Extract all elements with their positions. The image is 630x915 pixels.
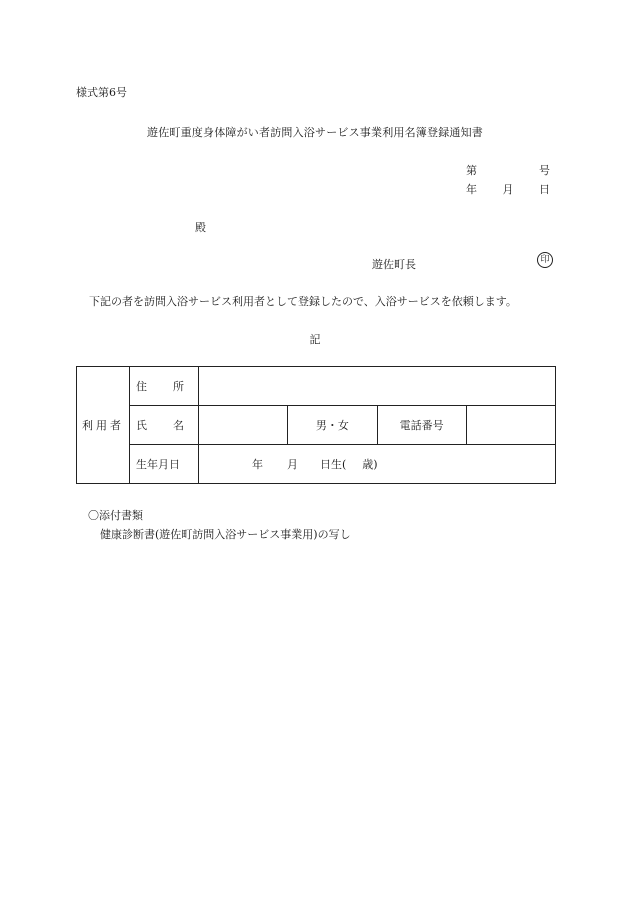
gender-field: 男・女 (288, 406, 377, 445)
user-label: 利用者 (77, 367, 130, 484)
address-label-1: 住 (136, 380, 147, 393)
birth-field (199, 445, 556, 484)
ki-heading: 記 (309, 333, 321, 346)
phone-label: 電話番号 (377, 406, 466, 445)
table-row (77, 445, 556, 484)
form-number: 様式第6号 (76, 86, 127, 99)
birth-month: 月 (287, 458, 298, 471)
birth-day: 日生( (320, 458, 347, 471)
table-row (77, 367, 556, 406)
name-label (130, 406, 199, 445)
address-label-2: 所 (173, 380, 184, 393)
attachments-heading: 〇添付書類 (88, 509, 143, 522)
phone-field (466, 406, 555, 445)
user-info-table (76, 366, 556, 484)
date-year: 年 (466, 183, 477, 196)
table-row (77, 406, 556, 445)
issuer-name: 遊佐町長 (372, 258, 416, 271)
name-label-1: 氏 (136, 419, 147, 432)
attachment-item: 健康診断書(遊佐町訪問入浴サービス事業用)の写し (100, 528, 351, 541)
addressee-honorific: 殿 (195, 221, 206, 234)
doc-number-prefix: 第 (466, 164, 477, 177)
birth-age: 歳) (362, 458, 378, 471)
body-text: 下記の者を訪問入浴サービス利用者として登録したので、入浴サービスを依頼します。 (89, 295, 517, 308)
birth-year: 年 (252, 458, 263, 471)
document-number (466, 162, 550, 178)
birth-label: 生年月日 (130, 445, 199, 484)
name-label-2: 名 (173, 419, 184, 432)
document-title: 遊佐町重度身体障がい者訪問入浴サービス事業利用名簿登録通知書 (147, 126, 483, 139)
doc-number-suffix: 号 (539, 164, 550, 177)
address-label (130, 367, 199, 406)
document-date (466, 181, 550, 197)
name-field (199, 406, 288, 445)
date-day: 日 (539, 183, 550, 196)
seal-mark: 印 (537, 252, 553, 268)
address-field (199, 367, 556, 406)
date-month: 月 (502, 183, 514, 196)
